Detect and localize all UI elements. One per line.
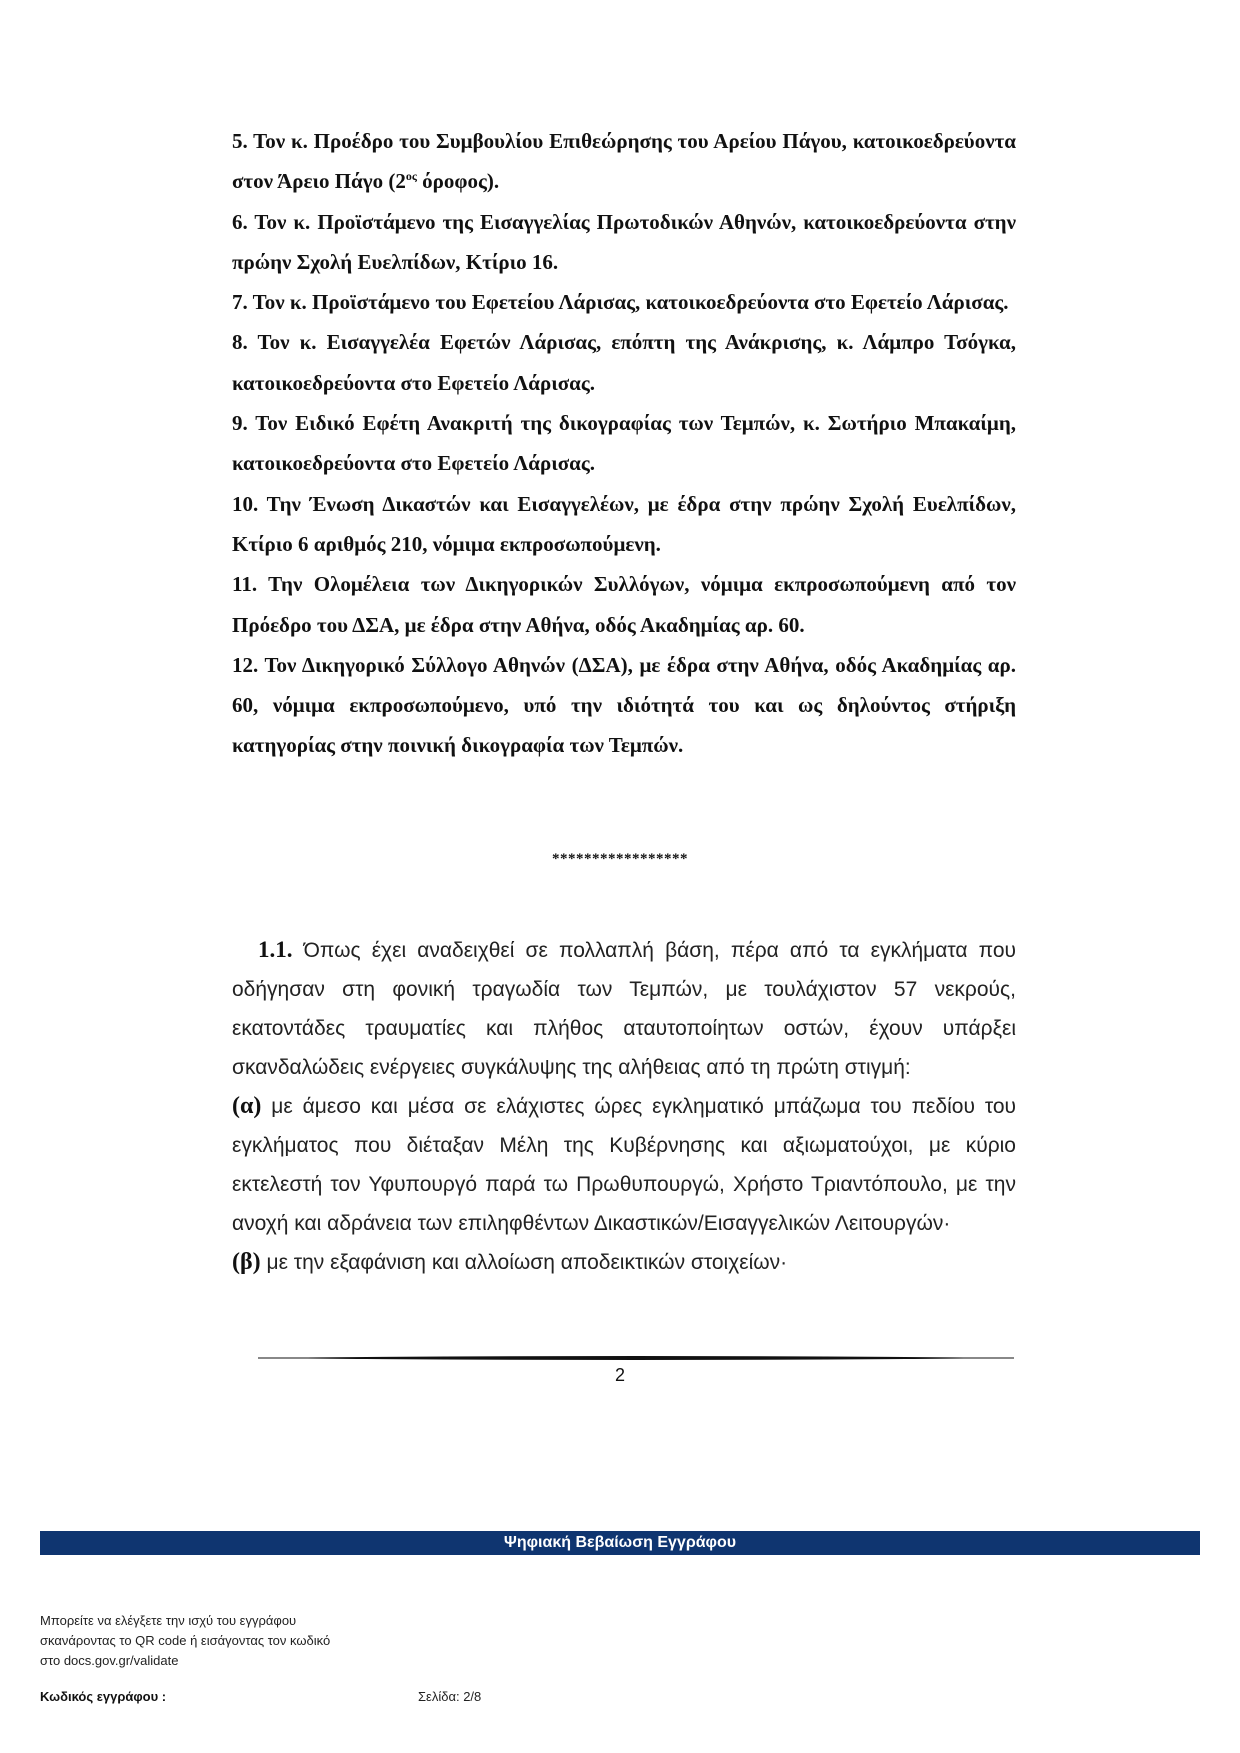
section-paragraph (232, 930, 1016, 1087)
recipient-text: 9. Τον Ειδικό Εφέτη Ανακριτή της δικογραφίας των Τεμπών, κ. Σωτήριο Μπακαίμη, κατοικοεδρεύοντα στο Εφετείο Λάρισας. (232, 411, 1016, 476)
section-item-text: με την εξαφάνιση και αλλοίωση αποδεικτικών στοιχείων· (260, 1251, 788, 1274)
recipient-text: 12. Τον Δικηγορικό Σύλλογο Αθηνών (ΔΣΑ), με έδρα στην Αθήνα, οδός Ακαδημίας αρ. 60, νόμιμα εκπροσωπούμενο, υπό την ιδιότητά του και ως δηλούντος στήριξη κατηγορίας στην ποινική δικογραφία των Τεμπών. (232, 652, 1016, 758)
recipients-list (232, 121, 1016, 766)
document-code-label: Κωδικός εγγράφου : (40, 1689, 167, 1704)
recipient-text: 10. Την Ένωση Δικαστών και Εισαγγελέων, με έδρα στην πρώην Σχολή Ευελπίδων, Κτίριο 6 αριθμός 210, νόμιμα εκπροσωπούμενη. (232, 491, 1016, 556)
page-count: Σελίδα: 2/8 (418, 1689, 482, 1704)
recipient-text: 11. Την Ολομέλεια των Δικηγορικών Συλλόγων, νόμιμα εκπροσωπούμενη από τον Πρόεδρο του ΔΣΑ, με έδρα στην Αθήνα, οδός Ακαδημίας αρ. 60. (232, 572, 1016, 637)
recipient-item (232, 202, 1016, 283)
recipient-text: 7. Τον κ. Προϊστάμενο του Εφετείου Λάρισας, κατοικοεδρεύοντα στο Εφετείο Λάρισας. (232, 290, 1009, 315)
footer-divider (258, 1354, 1014, 1362)
section-item-label: (β) (232, 1249, 261, 1275)
recipient-item (232, 564, 1016, 645)
recipient-text: 6. Τον κ. Προϊστάμενο της Εισαγγελίας Πρωτοδικών Αθηνών, κατοικοεδρεύοντα στην πρώην Σχολή Ευελπίδων, Κτίριο 16. (232, 209, 1016, 274)
validation-info (40, 1611, 420, 1671)
section-number: 1.1. (258, 937, 293, 962)
validation-info-line: σκανάροντας το QR code ή εισάγοντας τον κωδικό (40, 1633, 331, 1648)
section-intro-text: Όπως έχει αναδειχθεί σε πολλαπλή βάση, πέρα από τα εγκλήματα που οδήγησαν στη φονική τραγωδία των Τεμπών, με τουλάχιστον 57 νεκρούς, εκατοντάδες τραυματίες και πλήθος αταυτοποίητων οστών, έχουν υπάρξει σκανδαλώδεις ενέργειες συγκάλυψης της αλήθειας από τη πρώτη στιγμή: (232, 939, 1016, 1079)
section-body (232, 930, 1016, 1282)
recipient-text: 5. Τον κ. Προέδρο του Συμβουλίου Επιθεώρησης του Αρείου Πάγου, κατοικοεδρεύοντα στον Άρειο Πάγο (2 (232, 129, 1016, 194)
recipient-item (232, 282, 1016, 322)
recipient-item (232, 403, 1016, 484)
digital-certification-banner: Ψηφιακή Βεβαίωση Εγγράφου (40, 1531, 1200, 1555)
recipient-item (232, 322, 1016, 403)
recipient-item (232, 484, 1016, 565)
recipient-item (232, 645, 1016, 766)
superscript-text: ος (405, 169, 417, 184)
section-item-text: με άμεσο και μέσα σε ελάχιστες ώρες εγκληματικό μπάζωμα του πεδίου του εγκλήματος που διέταξαν Μέλη της Κυβέρνησης και αξιωματούχοι, με κύριο εκτελεστή τον Υφυπουργό παρά τω Πρωθυπουργώ, Χρήστο Τριαντόπουλο, με την ανοχή και αδράνεια των επιληφθέντων Δικαστικών/Εισαγγελικών Λειτουργών· (232, 1095, 1016, 1235)
recipient-item (232, 121, 1016, 202)
page-number: 2 (614, 1365, 625, 1385)
validation-info-line: στο docs.gov.gr/validate (40, 1653, 179, 1668)
section-item (232, 1243, 1016, 1282)
recipient-text: όροφος). (416, 169, 500, 194)
section-items (232, 1087, 1016, 1282)
section-item (232, 1087, 1016, 1243)
section-item-label: (α) (232, 1093, 262, 1119)
section-separator: ***************** (552, 851, 688, 867)
recipient-text: 8. Τον κ. Εισαγγελέα Εφετών Λάρισας, επόπτη της Ανάκρισης, κ. Λάμπρο Τσόγκα, κατοικοεδρεύοντα στο Εφετείο Λάρισας. (232, 330, 1016, 395)
validation-info-line: Μπορείτε να ελέγξετε την ισχύ του εγγράφου (40, 1613, 297, 1628)
